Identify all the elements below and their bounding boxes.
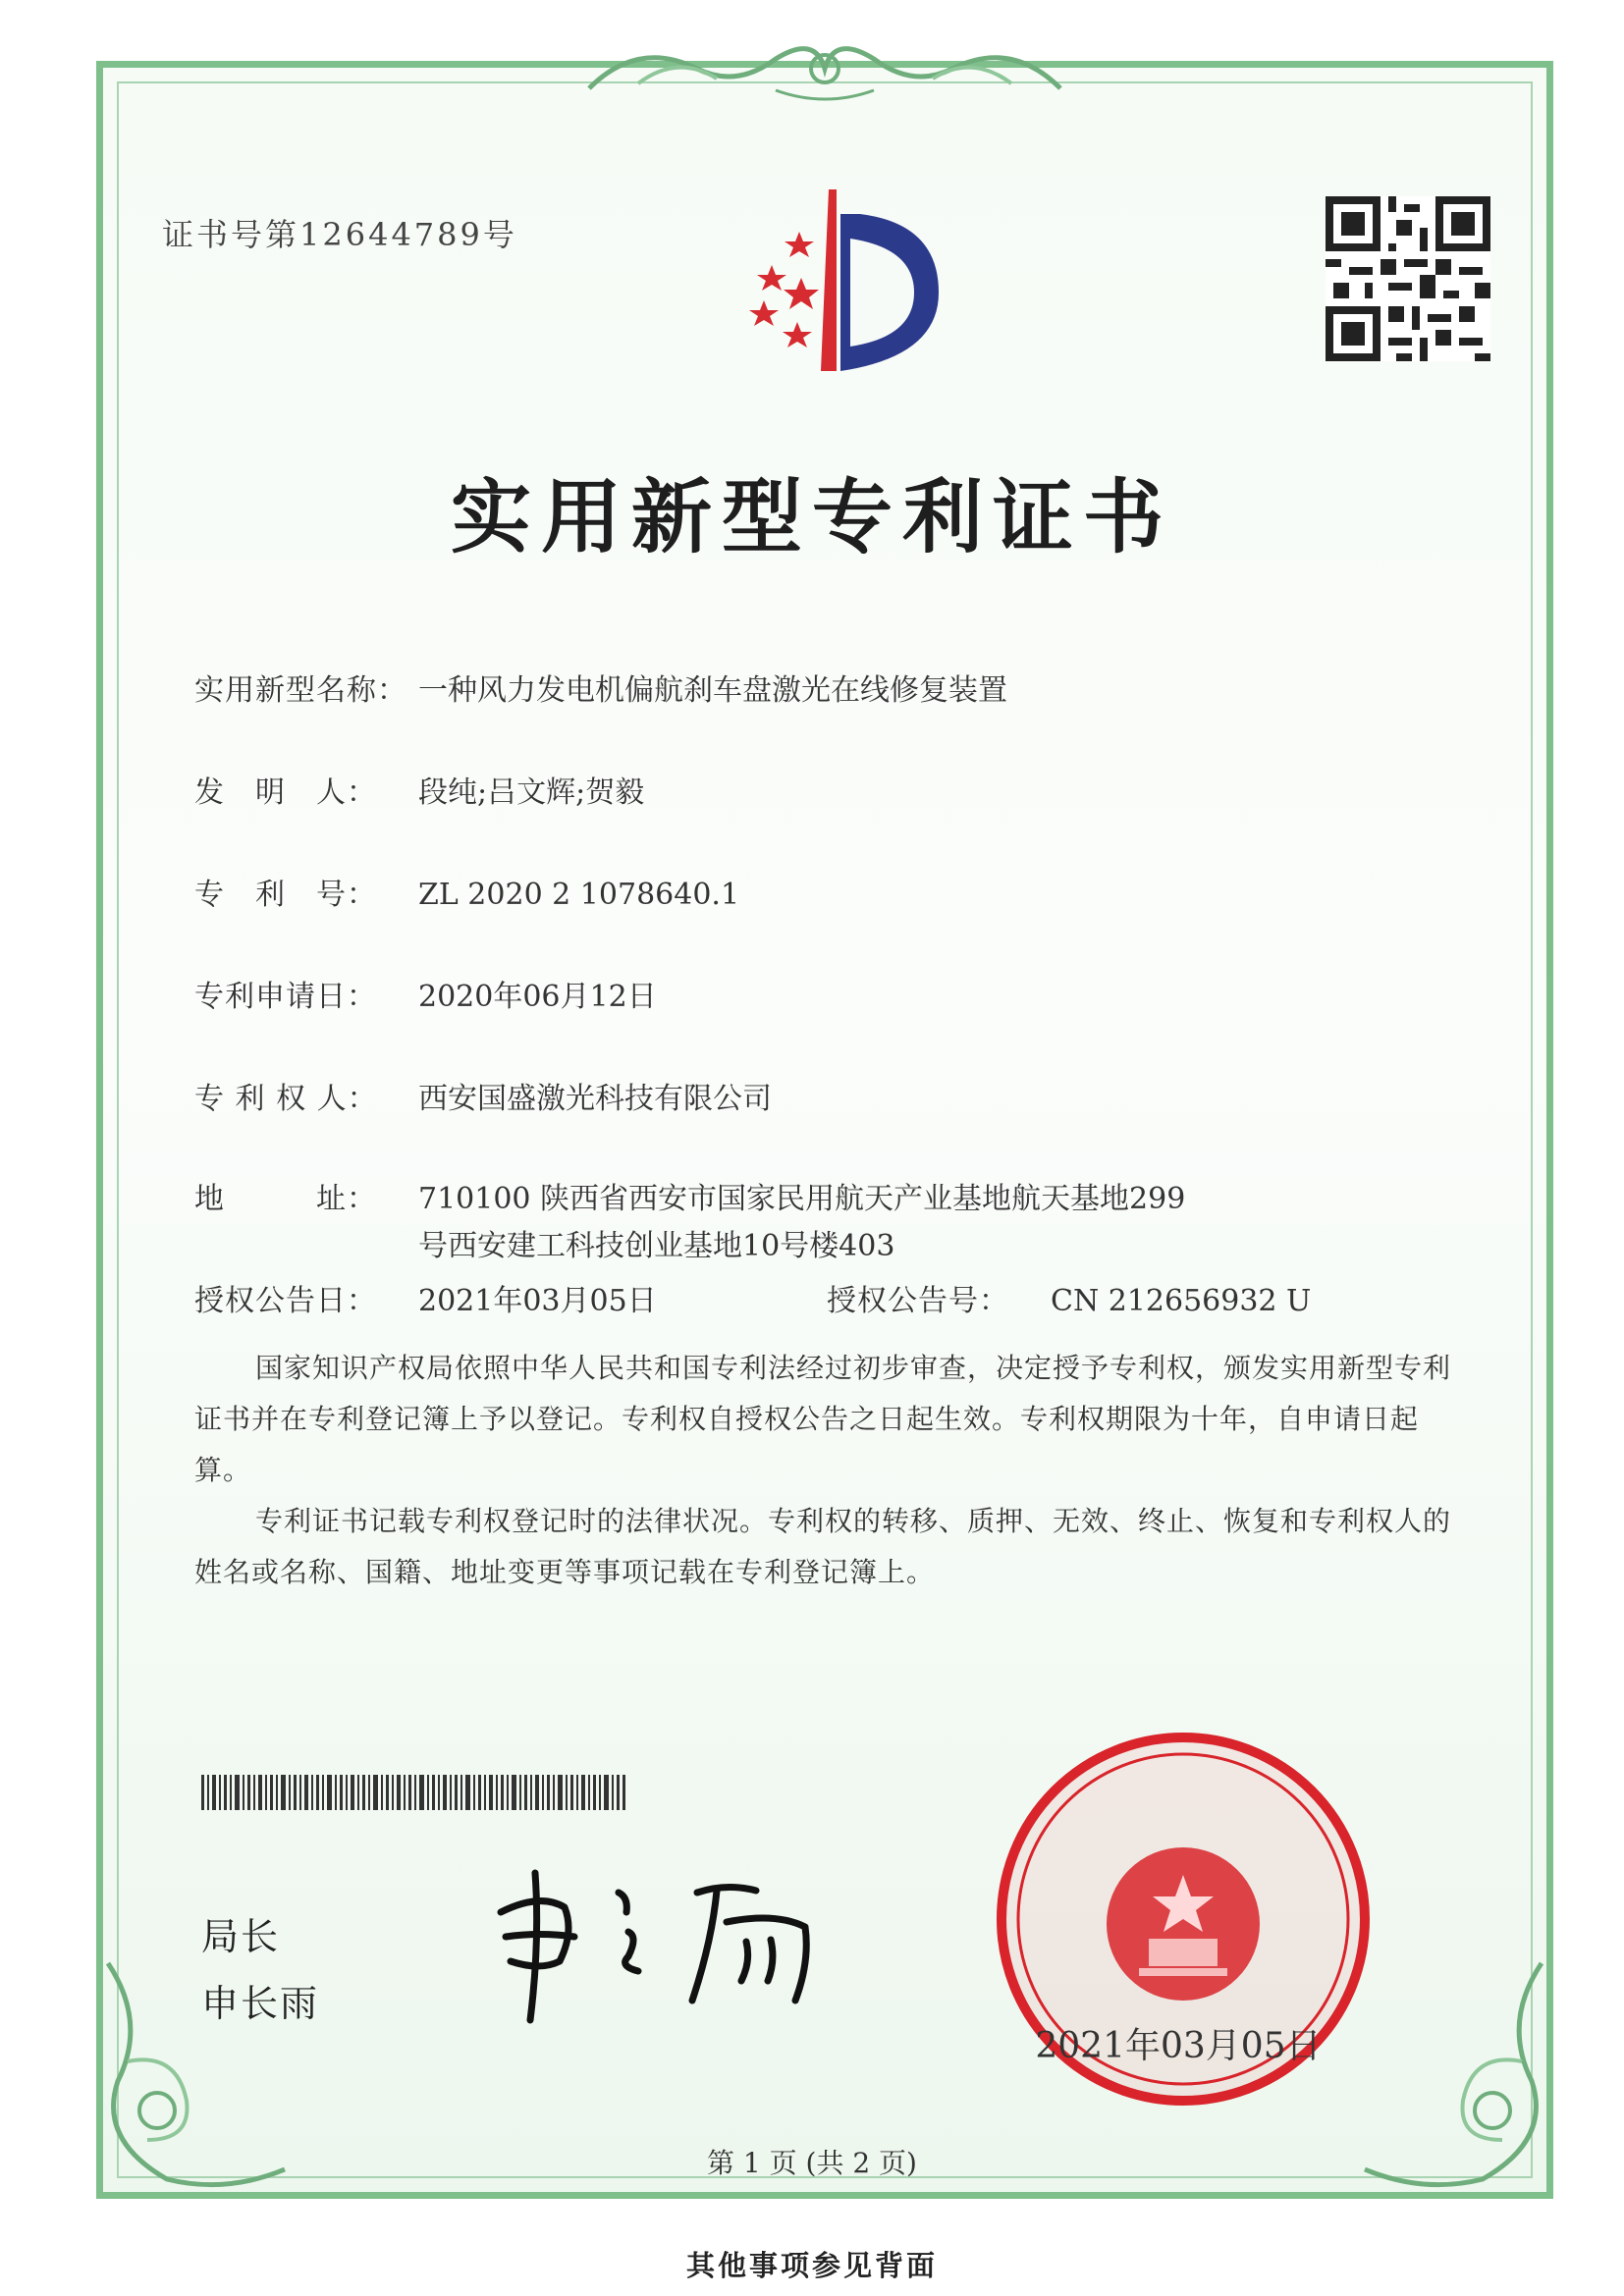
legal-statement — [194, 1343, 1461, 1598]
seal-date: 2021年03月05日 — [1035, 2026, 1322, 2066]
field-value: CN 212656932 U — [1051, 1284, 1312, 1318]
field-value: 2020年06月12日 — [418, 980, 657, 1014]
field-value: 西安国盛激光科技有限公司 — [418, 1082, 772, 1116]
field-label: 授权公告号： — [827, 1284, 1009, 1318]
field-address-line2: 号西安建工科技创业基地10号楼403 — [418, 1229, 895, 1263]
field-application-date — [194, 972, 657, 1015]
field-announcement-date — [194, 1276, 657, 1319]
director-name: 申长雨 — [201, 1982, 320, 2025]
field-utility-model-name — [194, 666, 1007, 709]
field-label: 授权公告日： — [194, 1284, 377, 1318]
qr-code-icon — [1326, 196, 1490, 361]
certificate-number: 证书号第12644789号 — [162, 216, 517, 253]
field-value: 710100 陕西省西安市国家民用航天产业基地航天基地299 — [418, 1182, 1186, 1216]
footer-note: 其他事项参见背面 — [685, 2249, 938, 2282]
field-inventors — [194, 768, 644, 811]
field-label: 发 明 人： — [194, 775, 377, 810]
top-ornament — [579, 29, 1070, 108]
field-value: 一种风力发电机偏航刹车盘激光在线修复装置 — [418, 673, 1007, 708]
field-label: 实用新型名称： — [194, 673, 407, 708]
field-announcement-number — [827, 1276, 1311, 1319]
field-label: 专利申请日： — [194, 980, 377, 1014]
field-address — [194, 1174, 1185, 1217]
legal-paragraph-1: 国家知识产权局依照中华人民共和国专利法经过初步审查，决定授予专利权，颁发实用新型专利证书并在专利登记簿上予以登记。专利权自授权公告之日起生效。专利权期限为十年，自申请日起算。 — [194, 1352, 1452, 1486]
field-value: ZL 2020 2 1078640.1 — [418, 878, 740, 912]
cnipa-emblem-icon — [703, 185, 948, 381]
field-value: 2021年03月05日 — [418, 1284, 657, 1318]
field-label: 地 址： — [194, 1182, 377, 1216]
certificate-title: 实用新型专利证书 — [450, 470, 1173, 564]
field-patent-number — [194, 870, 739, 913]
field-value: 段纯;吕文辉;贺毅 — [418, 775, 645, 810]
director-title: 局长 — [201, 1915, 281, 1958]
field-patentee — [194, 1074, 772, 1117]
director-signature — [481, 1853, 835, 2030]
barcode-icon — [201, 1775, 625, 1810]
field-label: 专 利 权 人： — [194, 1082, 378, 1116]
field-label: 专 利 号： — [194, 878, 377, 912]
page-number: 第 1 页 (共 2 页) — [707, 2147, 917, 2179]
legal-paragraph-2: 专利证书记载专利权登记时的法律状况。专利权的转移、质押、无效、终止、恢复和专利权人的姓名或名称、国籍、地址变更等事项记载在专利登记簿上。 — [194, 1505, 1452, 1588]
